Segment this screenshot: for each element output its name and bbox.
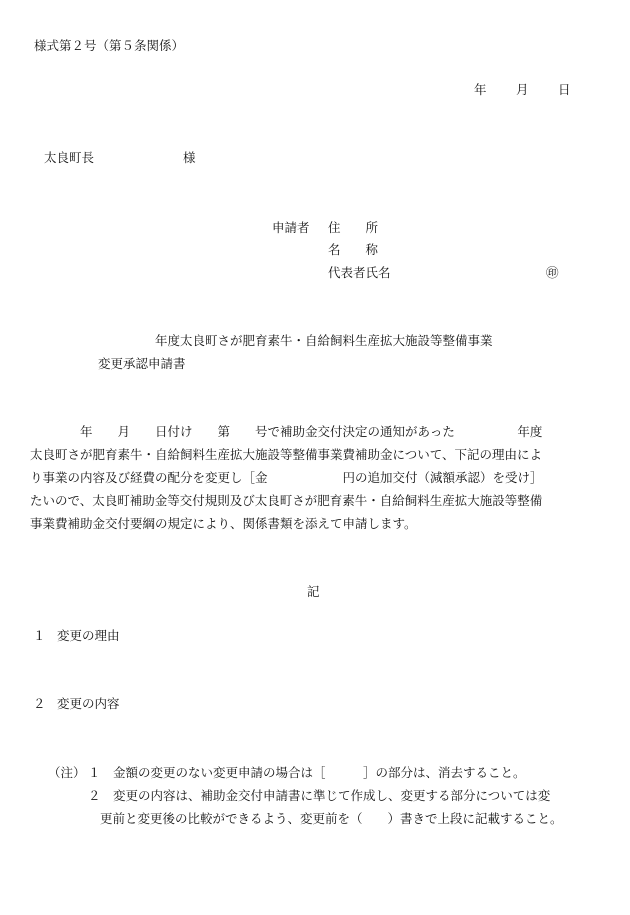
body-paragraph bbox=[30, 420, 605, 535]
body-line: 年 月 日付け 第 号で補助金交付決定の通知があった 年度 bbox=[30, 424, 543, 439]
date-month-label: 月 bbox=[516, 82, 529, 97]
addressee-name: 太良町長 bbox=[44, 150, 95, 165]
addressee-honorific: 様 bbox=[183, 150, 196, 165]
applicant-representative-label: 代表者氏名 bbox=[328, 265, 391, 280]
note-text: 金額の変更のない変更申請の場合は［ ］の部分は、消去すること。 bbox=[113, 765, 526, 780]
item-label-reason: 変更の理由 bbox=[57, 628, 120, 643]
body-line: たいので、太良町補助金等交付規則及び太良町さが肥育素牛・自給飼料生産拡大施設等整備 bbox=[30, 493, 543, 508]
seal-mark: ㊞ bbox=[546, 265, 559, 280]
applicant-address-label: 住 所 bbox=[328, 220, 379, 235]
item-label-content: 変更の内容 bbox=[57, 696, 120, 711]
form-number: 様式第２号（第５条関係） bbox=[34, 38, 185, 53]
date-year-label: 年 bbox=[474, 82, 487, 97]
note-number: ２ bbox=[88, 788, 101, 803]
date-day-label: 日 bbox=[558, 82, 571, 97]
item-number: １ bbox=[33, 628, 46, 643]
document-title-line2: 変更承認申請書 bbox=[98, 356, 186, 371]
applicant-name-label: 名 称 bbox=[328, 242, 379, 257]
note-number: １ bbox=[88, 765, 101, 780]
item-number: ２ bbox=[33, 696, 46, 711]
body-line: 太良町さが肥育素牛・自給飼料生産拡大施設等整備事業費補助金について、下記の理由によ bbox=[30, 447, 543, 462]
body-line: り事業の内容及び経費の配分を変更し［金 円の追加交付（減額承認）を受け］ bbox=[30, 470, 543, 485]
body-line: 事業費補助金交付要綱の規定により、関係書類を添えて申請します。 bbox=[30, 516, 417, 531]
applicant-label: 申請者 bbox=[272, 220, 310, 235]
notes-label: （注） bbox=[48, 765, 86, 780]
ki-heading: 記 bbox=[307, 584, 320, 599]
note-text: 変更の内容は、補助金交付申請書に準じて作成し、変更する部分については変 bbox=[113, 788, 551, 803]
note-text: 更前と変更後の比較ができるよう、変更前を（ ）書きで上段に記載すること。 bbox=[100, 811, 563, 826]
document-title-line1: 年度太良町さが肥育素牛・自給飼料生産拡大施設等整備事業 bbox=[155, 333, 493, 348]
